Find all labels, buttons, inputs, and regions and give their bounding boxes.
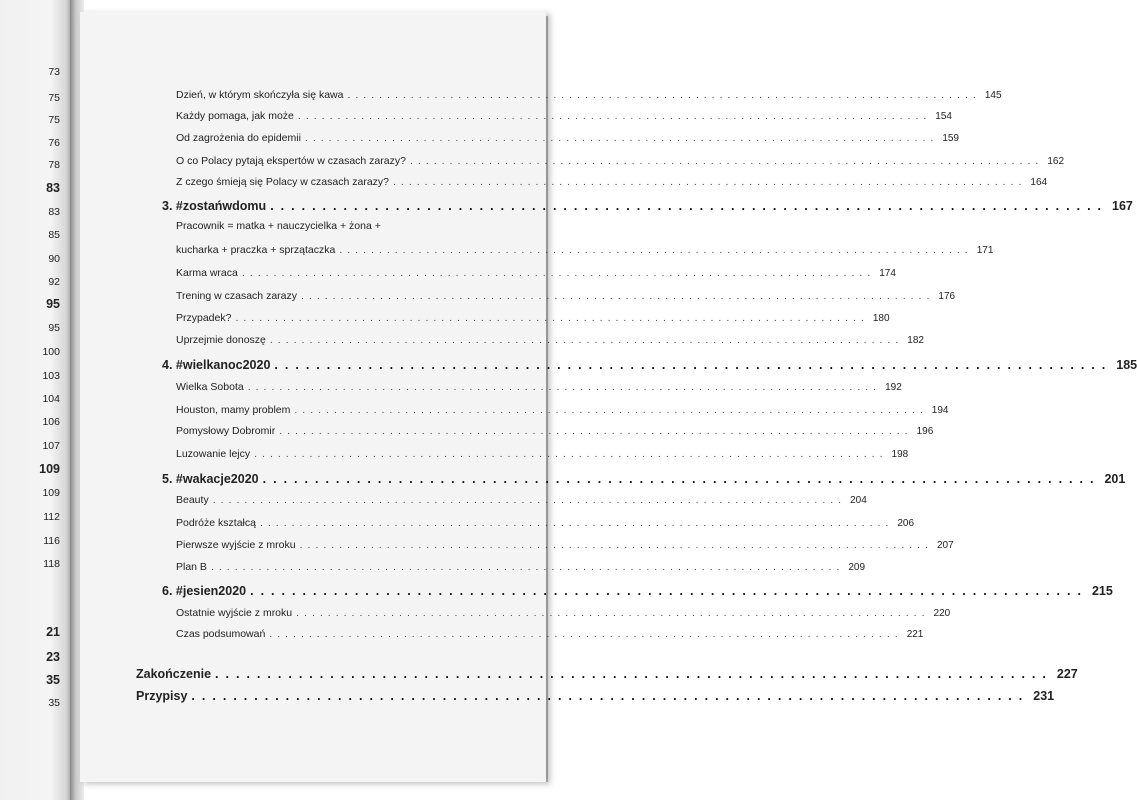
toc-leader-dots: ................................................................................ (347, 89, 981, 101)
toc-leader-dots: ................................................................................ (339, 244, 973, 256)
toc-entry-row (176, 244, 994, 260)
toc-page-number: 220 (933, 608, 951, 619)
toc-entry-title: Zakończenie (136, 667, 212, 681)
toc-page-number: 207 (937, 540, 954, 551)
toc-entry-row (176, 132, 959, 148)
toc-chapter-row (162, 584, 1113, 600)
toc-leader-dots: ................................................................................ (191, 689, 1030, 703)
toc-page-number: 192 (885, 382, 902, 393)
toc-entry-title: Pracownik = matka + nauczycielka + żona + (176, 220, 381, 232)
toc-leader-dots: ................................................................................ (247, 381, 882, 393)
toc-leader-dots: ................................................................................ (294, 404, 928, 416)
left-page-number: 95 (48, 322, 60, 334)
toc-entry-row (176, 334, 924, 350)
toc-page-number: 162 (1047, 156, 1065, 167)
left-page-number: 112 (43, 511, 60, 523)
toc-leader-dots: ................................................................................ (279, 425, 913, 437)
toc-page-number: 164 (1030, 177, 1048, 188)
toc-leader-dots: ................................................................................ (409, 155, 1044, 167)
toc-entry-row (176, 517, 915, 533)
toc-entry-title: Beauty (176, 494, 209, 506)
toc-entry-title: Czas podsumowań (176, 628, 266, 640)
toc-leader-dots: ................................................................................ (269, 628, 903, 640)
toc-section-row (136, 689, 1055, 705)
toc-entry-row (176, 176, 1048, 192)
left-page-number: 116 (43, 535, 60, 547)
toc-entry-row (176, 561, 866, 577)
toc-entry-row (176, 220, 442, 236)
toc-page-number: 176 (938, 291, 956, 302)
toc-entry-title: Każdy pomaga, jak może (176, 110, 294, 122)
toc-entry-row (176, 628, 924, 644)
toc-leader-dots: ................................................................................ (270, 199, 1109, 213)
toc-entry-row (176, 312, 890, 328)
toc-entry-title: Uprzejmie donoszę (176, 334, 266, 346)
toc-entry-title: Przypadek? (176, 312, 232, 324)
left-page-number: 35 (48, 697, 60, 709)
toc-entry-row (176, 381, 902, 397)
toc-entry-title: Pomysłowy Dobromir (176, 425, 276, 437)
toc-entry-row (176, 494, 867, 510)
left-page-number: 78 (48, 159, 60, 171)
left-page-number: 90 (48, 253, 60, 265)
toc-page-number: 159 (942, 133, 959, 144)
toc-entry-row (176, 155, 1065, 171)
toc-page-number: 198 (891, 449, 909, 460)
toc-entry-row (176, 267, 896, 283)
left-page (0, 0, 72, 800)
toc-entry-title: 5. #wakacje2020 (162, 472, 259, 486)
toc-page-number: 174 (879, 268, 896, 279)
toc-entry-title: 4. #wielkanoc2020 (162, 358, 271, 372)
toc-entry-row (176, 448, 909, 464)
left-page-number: 85 (48, 229, 60, 241)
toc-page-number: 145 (984, 90, 1002, 101)
toc-entry-row (176, 110, 952, 126)
toc-leader-dots: ................................................................................ (235, 312, 869, 324)
toc-page-number: 201 (1104, 472, 1126, 486)
left-page-number: 35 (46, 673, 60, 687)
toc-entry-title: 3. #zostańwdomu (162, 199, 267, 213)
toc-leader-dots: ................................................................................ (210, 561, 845, 573)
left-page-number: 23 (46, 650, 60, 664)
toc-leader-dots: ................................................................................ (259, 517, 894, 529)
toc-leader-dots: ................................................................................ (269, 334, 904, 346)
left-page-number: 106 (42, 416, 60, 428)
toc-page-number: 221 (906, 629, 924, 640)
toc-entry-title: Wielka Sobota (176, 381, 244, 393)
toc-entry-title: Z czego śmieją się Polacy w czasach zarazy? (176, 176, 389, 188)
toc-page-number: 185 (1116, 358, 1137, 372)
toc-leader-dots: ................................................................................ (393, 176, 1027, 188)
toc-entry-title: Trening w czasach zarazy (176, 290, 297, 302)
toc-entry-title: O co Polacy pytają ekspertów w czasach zarazy? (176, 155, 406, 167)
left-page-number: 100 (42, 346, 60, 358)
toc-entry-title: Od zagrożenia do epidemii (176, 132, 301, 144)
left-page-number: 83 (46, 181, 60, 195)
left-page-number: 73 (48, 66, 60, 78)
toc-entry-row (176, 607, 951, 623)
toc-entry-title: Houston, mamy problem (176, 404, 291, 416)
left-page-number: 109 (42, 487, 60, 499)
toc-entry-row (176, 425, 934, 441)
toc-entry-title: Ostatnie wyjście z mroku (176, 607, 293, 619)
toc-leader-dots: ................................................................................ (262, 472, 1101, 486)
toc-entry-title: Dzień, w którym skończyła się kawa (176, 89, 344, 101)
toc-leader-dots: ................................................................................ (299, 539, 933, 551)
toc-entry-title: 6. #jesien2020 (162, 584, 247, 598)
toc-chapter-row (162, 199, 1133, 215)
toc-page-number: 154 (935, 111, 952, 122)
left-page-number: 76 (48, 137, 60, 149)
toc-leader-dots: ................................................................................ (212, 494, 847, 506)
right-page (80, 12, 1137, 782)
toc-section-row (136, 667, 1078, 683)
toc-page-number: 167 (1112, 199, 1133, 213)
toc-entry-row (176, 404, 949, 420)
toc-page-number: 196 (916, 426, 934, 437)
toc-leader-dots: ................................................................................ (250, 584, 1088, 598)
toc-entry-title: Plan B (176, 561, 207, 573)
toc-leader-dots: ................................................................................ (241, 267, 876, 279)
left-page-number: 104 (42, 393, 60, 405)
left-page-number: 95 (46, 297, 60, 311)
toc-chapter-row (162, 472, 1126, 488)
toc-page-number: 204 (850, 495, 867, 506)
toc-page-number: 227 (1056, 667, 1078, 681)
toc-chapter-row (162, 358, 1137, 374)
toc-leader-dots: ................................................................................ (254, 448, 888, 460)
toc-page-number: 180 (872, 313, 890, 324)
left-page-number: 21 (46, 625, 60, 639)
toc-entry-title: Pierwsze wyjście z mroku (176, 539, 296, 551)
left-page-number: 83 (48, 206, 60, 218)
toc-leader-dots: ................................................................................ (274, 358, 1113, 372)
toc-entry-row (176, 290, 956, 306)
left-page-number: 75 (48, 92, 60, 104)
toc-page-number: 171 (976, 245, 994, 256)
toc-entry-title: kucharka + praczka + sprzątaczka (176, 244, 336, 256)
toc-leader-dots: ................................................................................ (301, 290, 935, 302)
toc-leader-dots: ................................................................................ (297, 110, 932, 122)
toc-page-number: 231 (1033, 689, 1055, 703)
left-page-number: 109 (39, 462, 60, 476)
toc-entry-row (176, 89, 1002, 105)
toc-entry-title: Luzowanie lejcy (176, 448, 251, 460)
toc-entry-row (176, 539, 954, 555)
toc-entry-title: Przypisy (136, 689, 188, 703)
toc-page-number: 206 (897, 518, 915, 529)
toc-leader-dots: ................................................................................ (296, 607, 930, 619)
toc-entry-title: Karma wraca (176, 267, 238, 279)
left-page-number: 103 (42, 370, 60, 382)
toc-page-number: 194 (931, 405, 949, 416)
left-page-number: 107 (42, 440, 60, 452)
toc-leader-dots: ................................................................................ (215, 667, 1053, 681)
toc-page-number: 182 (907, 335, 924, 346)
toc-page-number: 209 (848, 562, 866, 573)
left-page-number: 118 (43, 558, 60, 570)
left-page-number: 92 (48, 276, 60, 288)
toc-page-number: 215 (1091, 584, 1113, 598)
toc-leader-dots: ................................................................................ (304, 132, 939, 144)
left-page-number: 75 (48, 114, 60, 126)
toc-entry-title: Podróże kształcą (176, 517, 256, 529)
